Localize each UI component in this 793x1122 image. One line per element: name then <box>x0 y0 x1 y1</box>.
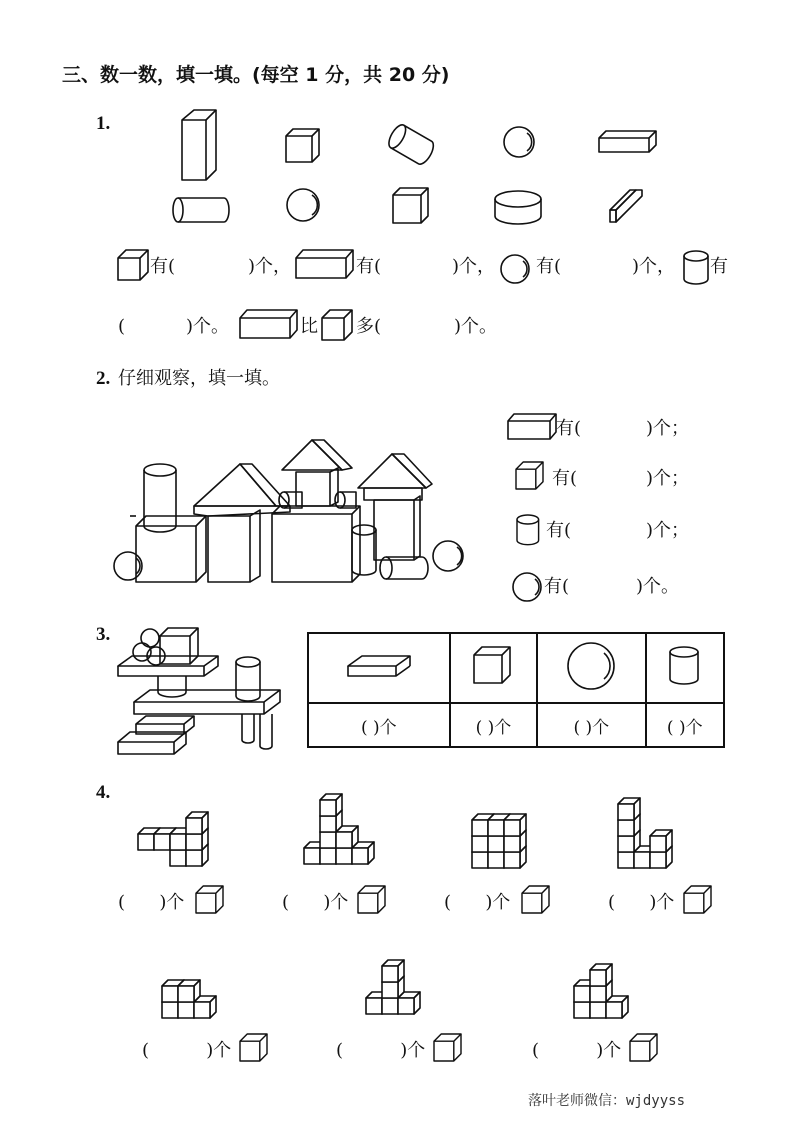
q2-cube-label: 有( <box>552 468 578 489</box>
q2-cuboid-close: )个； <box>646 418 690 439</box>
compare-duo-label: 多( <box>356 316 382 337</box>
q4-count-6: ( )个 <box>336 1040 426 1061</box>
compare-bi-label: 比 <box>300 316 318 337</box>
unit-cube <box>178 980 200 1002</box>
sphere-icon <box>512 572 542 602</box>
q3-count-cuboid: ( )个 <box>308 703 450 747</box>
q4-count-5: ( )个 <box>142 1040 232 1061</box>
sphere-count-label: 有( <box>536 256 562 277</box>
lying-cylinder-shape <box>172 196 232 226</box>
sphere-shape <box>285 187 321 223</box>
cube-icon <box>473 646 513 686</box>
q2-sphere-label: 有( <box>544 576 570 597</box>
tall-cuboid-shape <box>180 108 220 182</box>
cube-shape <box>285 128 321 164</box>
tilted-cylinder-shape <box>387 124 437 166</box>
cuboid-icon <box>240 310 300 342</box>
cuboid-icon <box>508 414 558 442</box>
cube-icon <box>196 886 226 916</box>
cube-icon <box>516 462 548 494</box>
cylinder-count-open: ( <box>118 316 126 337</box>
compare-close: )个。 <box>454 316 498 337</box>
sphere-icon <box>500 254 532 286</box>
short-cylinder-shape <box>494 190 544 226</box>
q2-cylinder-label: 有( <box>546 520 572 541</box>
q4-count-7: ( )个 <box>532 1040 622 1061</box>
section-title: 三、数一数，填一填。(每空 1 分，共 20 分) <box>62 64 450 86</box>
q2-sphere-close: )个。 <box>636 576 680 597</box>
q2-cylinder-close: )个； <box>646 520 690 541</box>
flat-cuboid-shape <box>598 130 658 154</box>
footer-note: 落叶老师微信：wjdyyss <box>528 1093 686 1109</box>
q3-cell-cylinder <box>646 633 725 703</box>
q3-count-cylinder: ( )个 <box>646 703 725 747</box>
cube-icon <box>358 886 388 916</box>
cylinder-count-close: )个。 <box>186 316 230 337</box>
cube-stack-2 <box>302 776 392 866</box>
unit-cube <box>590 964 612 986</box>
cylinder-icon <box>668 645 702 687</box>
cylinder-icon <box>683 250 711 286</box>
cube-stack-4 <box>616 780 696 870</box>
cube-icon <box>522 886 552 916</box>
unit-cube <box>618 798 640 820</box>
q3-cell-cube <box>450 633 538 703</box>
unit-cube <box>186 812 208 834</box>
flat-cuboid-icon <box>346 652 412 680</box>
cube-stack-5 <box>160 960 240 1020</box>
slanted-cuboid-shape <box>608 188 644 224</box>
q2-instruction: 仔细观察，填一填。 <box>118 368 280 389</box>
q1-number: 1. <box>96 113 111 134</box>
q3-cell-sphere <box>537 633 645 703</box>
q3-number: 3. <box>96 624 111 645</box>
q4-count-1: ( )个 <box>118 892 185 913</box>
cube-icon <box>630 1034 660 1064</box>
cube-icon <box>684 886 714 916</box>
cube-icon <box>240 1034 270 1064</box>
sphere-count-close: )个， <box>632 256 676 277</box>
cylinder-count-label: 有 <box>710 256 728 277</box>
cube-count-close: )个， <box>248 256 292 277</box>
q3-count-cube: ( )个 <box>450 703 538 747</box>
cube-count-label: 有( <box>150 256 176 277</box>
unit-cube <box>382 960 404 982</box>
cube-stack-3 <box>470 800 540 870</box>
q2-cuboid-label: 有( <box>556 418 582 439</box>
unit-cube <box>320 794 342 816</box>
q2-cube-close: )个； <box>646 468 690 489</box>
q4-count-4: ( )个 <box>608 892 675 913</box>
unit-cube <box>650 830 672 852</box>
sphere-shape <box>502 125 536 159</box>
cube-icon <box>118 250 152 284</box>
cuboid-count-label: 有( <box>356 256 382 277</box>
q2-number: 2. <box>96 368 111 389</box>
q3-count-table <box>307 632 725 748</box>
cube-icon <box>434 1034 464 1064</box>
q4-number: 4. <box>96 782 111 803</box>
cube-icon <box>322 310 356 344</box>
cube-stack-7 <box>572 950 652 1020</box>
block-table-picture <box>114 624 294 756</box>
cube-stack-1 <box>136 808 226 868</box>
cube-shape <box>392 187 430 225</box>
q3-cell-cuboid <box>308 633 450 703</box>
sphere-icon <box>566 641 616 691</box>
q3-count-sphere: ( )个 <box>537 703 645 747</box>
block-castle-picture <box>112 430 472 590</box>
cube-stack-6 <box>364 936 444 1016</box>
q4-count-3: ( )个 <box>444 892 511 913</box>
unit-cube <box>504 814 526 836</box>
cylinder-icon <box>516 514 542 550</box>
q4-count-2: ( )个 <box>282 892 349 913</box>
cuboid-icon <box>296 250 356 282</box>
cuboid-count-close: )个， <box>452 256 496 277</box>
